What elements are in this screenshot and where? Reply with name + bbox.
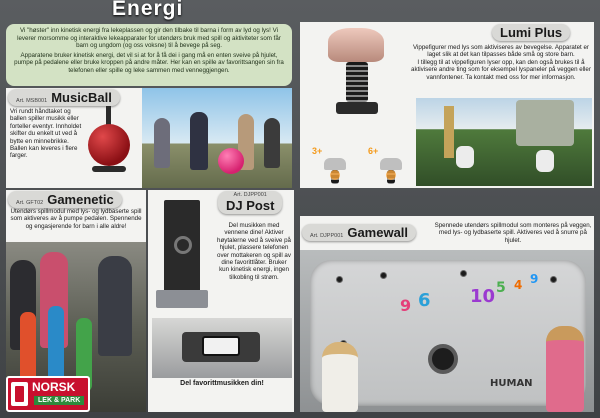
- child-figure: [98, 256, 132, 356]
- djpost-header: [218, 191, 282, 214]
- light-dot: [336, 276, 343, 283]
- light-glow: [330, 170, 340, 180]
- musicball-panel: [6, 88, 292, 188]
- child-figure: [322, 342, 358, 412]
- djpost-caption: Del favorittmusikken din!: [180, 380, 264, 387]
- small-rocker-image: [376, 156, 406, 186]
- stone-base: [156, 290, 208, 308]
- intro-box: [6, 24, 292, 86]
- playground-frame: [444, 106, 454, 158]
- djpost-panel: [148, 190, 294, 412]
- logo-mark-icon: [11, 382, 28, 406]
- pink-ball: [218, 148, 244, 174]
- child-figure: [264, 118, 280, 168]
- description-paragraph: I tillegg til at vippefiguren lyser opp, kan den også brukes til å aktivisere andre ting som for eksempel lyspaneler på veggen eller vannfontener. Ta kontakt med oss for mer informasjon.: [411, 58, 591, 81]
- product-name: MusicBall: [51, 90, 112, 105]
- product-name: Lumi Plus: [500, 25, 563, 40]
- rocker-base: [336, 102, 378, 114]
- article-number: Art. GFT02: [16, 200, 44, 206]
- musicball-description: Vri rundt håndtaket og ballen spiller musikk eller forteller eventyr. Innholdet skifter du enkelt ut ved å bytte en minnebrikke. Ballen kan leveres i flere farger.: [10, 108, 82, 160]
- page-title: Energi: [112, 0, 184, 20]
- decorative-number: 4: [514, 278, 523, 292]
- gamewall-description: Spennede utendørs spillmodul som monteres på veggen, med lys- og lydbaserte spill. Aktiveres ved å snurre på hjulet.: [434, 222, 592, 244]
- djpost-photo: [152, 318, 292, 378]
- decorative-number: 9: [530, 272, 539, 286]
- decorative-number: 9: [400, 296, 412, 315]
- article-number: Art. DJPP001: [233, 192, 267, 198]
- intro-paragraph: Vi "høster" inn kinetisk energi fra lekeplassen og gir den tilbake til barna i form av lyd og lys! Vi leverer morsomme og interaktive lekeapparater for utendørs bruk med spill og aktiviteter som får barn og ungdom (og oss voksne) til å bevege på seg.: [17, 27, 281, 50]
- gamewall-photo: [300, 250, 594, 412]
- musicball-photo: [142, 88, 292, 188]
- rocker-toy: [456, 146, 474, 168]
- small-rocker-image: [320, 156, 350, 186]
- product-name: Gamewall: [347, 225, 409, 240]
- logo-text: NORSK: [32, 380, 76, 394]
- age-label: 6+: [368, 146, 379, 156]
- intro-paragraph: Apparatene bruker kinetisk energi, det vil si at for å få dei i gang må en enten sveive på hjulet, pumpe på pedalene eller bruke kroppen på andre måter. Her kan en spille av favorittsangen sin fra telefonen eller spille og leke sammen med venneggjengen.: [14, 51, 284, 74]
- lumiplus-header: [492, 24, 570, 41]
- gamenetic-header: [8, 191, 122, 208]
- decorative-number: 6: [418, 290, 431, 311]
- article-number: Art. DJPP001: [310, 233, 344, 239]
- rocker-seat: [328, 28, 384, 62]
- product-name: DJ Post: [226, 198, 275, 213]
- light-dot: [380, 272, 387, 279]
- decorative-number: 5: [496, 280, 506, 296]
- gamewall-panel: [300, 216, 594, 412]
- product-name: Gamenetic: [47, 192, 114, 207]
- light-dot: [460, 270, 467, 277]
- red-ball: [88, 124, 130, 166]
- child-figure: [546, 326, 584, 412]
- musicball-product-image: [82, 102, 140, 186]
- rocker-seat: [380, 158, 402, 170]
- article-number: Art. MSB001: [16, 98, 48, 104]
- wall-label: HUMAN: [490, 378, 533, 389]
- decorative-number: 10: [470, 286, 496, 307]
- lumiplus-photo: [416, 98, 592, 186]
- light-glow: [386, 170, 396, 180]
- spin-wheel: [428, 344, 458, 374]
- child-figure: [154, 118, 170, 168]
- lumiplus-description: [410, 44, 592, 81]
- gamewall-header: [302, 224, 416, 241]
- ball-base: [92, 166, 126, 172]
- lumiplus-panel: [300, 22, 594, 188]
- description-paragraph: Vippefigurer med lys som aktiviseres av bevegelse. Apparatet er laget slik at det kan tilpasses både små og store barn.: [413, 44, 589, 59]
- rocker-toy: [536, 150, 554, 172]
- norsk-lek-park-logo: [6, 376, 90, 412]
- age-label: 3+: [312, 146, 323, 156]
- light-dot: [550, 276, 557, 283]
- gamenetic-description: Utendørs spillmodul med lys- og lydbaserte spill som aktiveres av å pumpe pedalen. Spennende og engasjerende for barn i alle aldre!: [10, 208, 142, 230]
- phone: [202, 336, 240, 356]
- rocker-seat: [324, 158, 346, 170]
- child-figure: [190, 112, 208, 170]
- djpost-description: Del musikken med vennene dine! Aktiver høytalerne ved å sveive på hjulet, plassere telefonen over mottakeren og spill av dine favorittlåter. Bruker kun kinetisk energi, ingen tilkobling til strøm.: [217, 222, 291, 281]
- djpost-product-image: [154, 196, 214, 312]
- logo-text: LEK & PARK: [34, 396, 84, 405]
- spring-icon: [346, 62, 368, 102]
- crank-wheel: [174, 236, 192, 254]
- playground-frame: [516, 100, 574, 146]
- lumiplus-product-image: [306, 24, 408, 124]
